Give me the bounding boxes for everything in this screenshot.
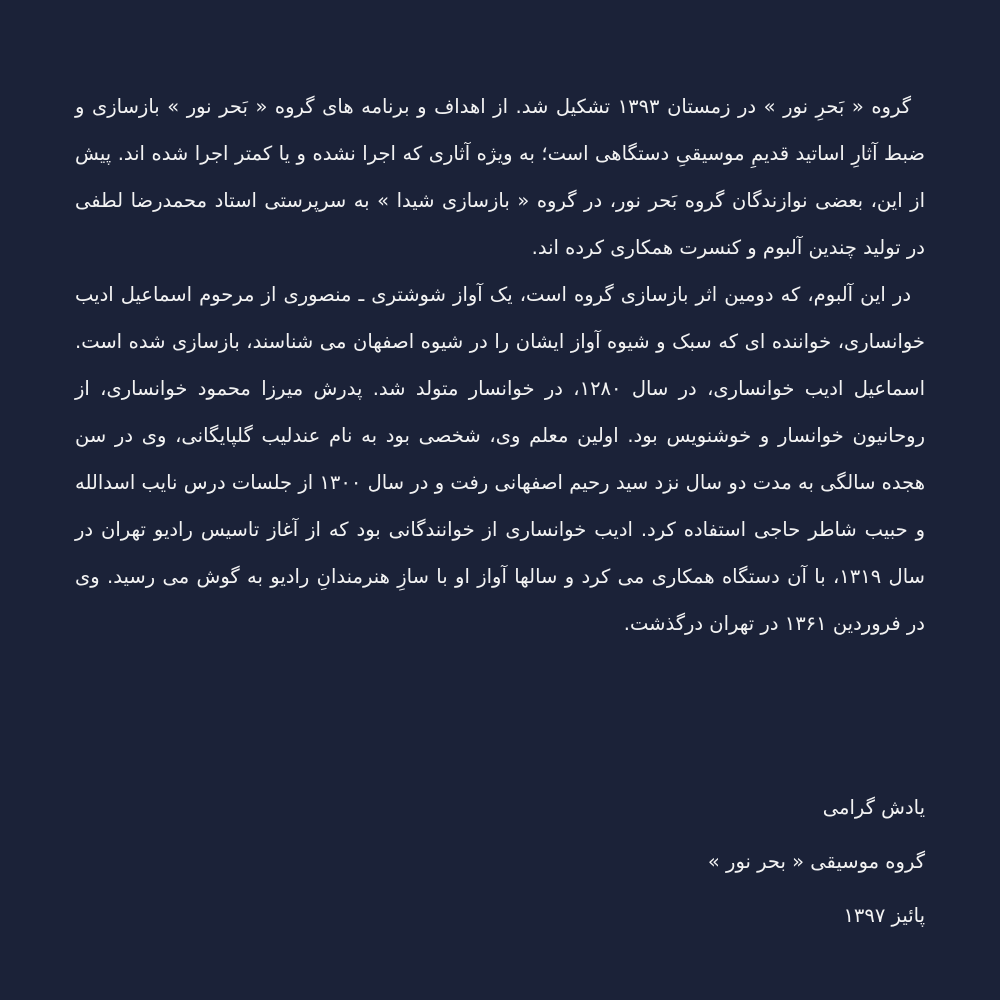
signature-date: پائیز ۱۳۹۷ xyxy=(843,904,925,927)
signature-closing: یادش گرامی xyxy=(822,796,925,819)
signature-group: گروه موسیقی « بحر نور » xyxy=(707,850,925,873)
letter-body xyxy=(75,83,925,647)
paragraph-album: در این آلبوم، که دومین اثر بازسازی گروه است، یک آواز شوشتری ـ منصوری از مرحوم اسماعیل ادیب خوانساری، خواننده ای که سبک و شیوه آواز ایشان را در شیوه اصفهان می شناسند، بازسازی شده است. اسماعیل ادیب خوانساری، در سال ۱۲۸۰، در خوانسار متولد شد. پدرش میرزا محمود خوانساری، از روحانیون خوانسار و خوشنویس بود. اولین معلم وی، شخصی بود به نام عندلیب گلپایگانی، وی در سن هجده سالگی به مدت دو سال نزد سید رحیم اصفهانی رفت و در سال ۱۳۰۰ از جلسات درس نایب اسدالله و حبیب شاطر حاجی استفاده کرد. ادیب خوانساری از خوانندگانی بود که از آغاز تاسیس رادیو تهران در سال ۱۳۱۹، با آن دستگاه همکاری می کرد و سالها آواز او با سازِ هنرمندانِ رادیو به گوش می رسید. وی در فروردین ۱۳۶۱ در تهران درگذشت. xyxy=(75,283,926,635)
paragraph-intro: گروه « بَحرِ نور » در زمستان ۱۳۹۳ تشکیل شد. از اهداف و برنامه های گروه « بَحر نور » بازسازی و ضبط آثارِ اساتید قدیمِ موسیقیِ دستگاهی است؛ به ویژه آثاری که اجرا نشده و یا کمتر اجرا شده اند. پیش از این، بعضی نوازندگان گروه بَحر نور، در گروه « بازسازی شیدا » به سرپرستی استاد محمدرضا لطفی در تولید چندین آلبوم و کنسرت همکاری کرده اند. xyxy=(75,95,925,259)
signature-block xyxy=(708,780,925,944)
